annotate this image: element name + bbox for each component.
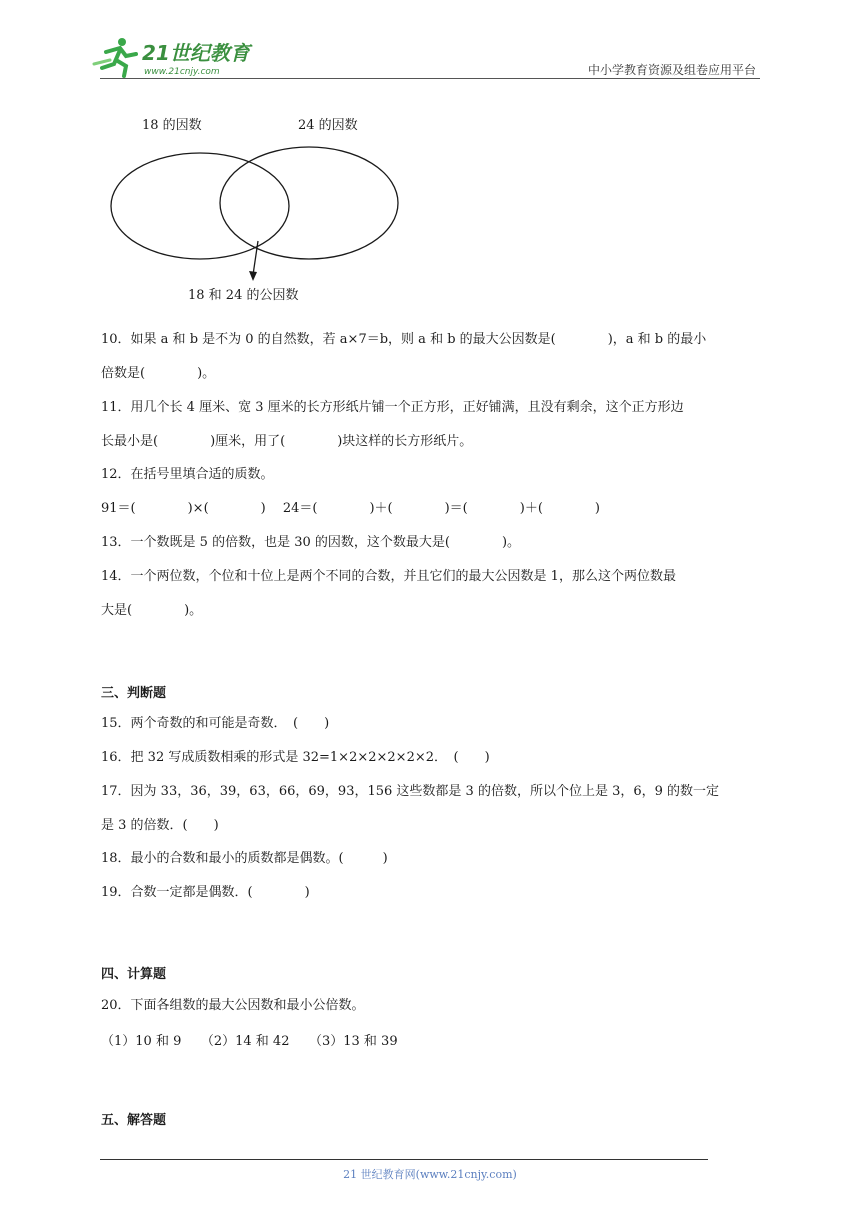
venn-left-label: 18 的因数 (142, 118, 202, 133)
section-title-calculation: 四、计算题 (101, 967, 167, 982)
question-11-line-1: 11．用几个长 4 厘米、宽 3 厘米的长方形纸片铺一个正方形，正好铺满，且没有剩余，这个正方形边 (101, 400, 684, 415)
question-20-groups: （1）10 和 9 （2）14 和 42 （3）13 和 39 (101, 1034, 398, 1049)
logo-21cnjy (92, 34, 262, 80)
question-19: 19．合数一定都是偶数．( ) (101, 885, 310, 900)
question-16: 16．把 32 写成质数相乘的形式是 32=1×2×2×2×2×2． ( ) (101, 750, 490, 765)
logo-text: 21世纪教育 (142, 41, 250, 65)
question-10-line-2: 倍数是( )。 (101, 366, 216, 381)
venn-right-ellipse (220, 147, 398, 259)
venn-left-ellipse (111, 153, 289, 259)
question-10-line-1: 10．如果 a 和 b 是不为 0 的自然数，若 a×7＝b，则 a 和 b 的最大公因数是( )，a 和 b 的最小 (101, 332, 707, 347)
question-17-line-1: 17．因为 33，36，39，63，66，69，93，156 这些数都是 3 的倍数，所以个位上是 3，6，9 的数一定 (101, 784, 720, 799)
question-18: 18．最小的合数和最小的质数都是偶数。( ) (101, 851, 388, 866)
question-12: 12．在括号里填合适的质数。 (101, 467, 274, 482)
venn-diagram (98, 105, 418, 310)
footer-divider (100, 1159, 708, 1160)
question-13: 13．一个数既是 5 的倍数，也是 30 的因数，这个数最大是( )。 (101, 535, 521, 550)
section-title-word-problems: 五、解答题 (101, 1113, 167, 1128)
header-divider (100, 78, 760, 79)
question-14-line-2: 大是( )。 (101, 603, 203, 618)
section-title-judgement: 三、判断题 (101, 686, 167, 701)
page-header (0, 0, 860, 80)
runner-icon (94, 38, 136, 76)
footer-text: 21 世纪教育网(www.21cnjy.com) (343, 1168, 517, 1181)
platform-name: 中小学教育资源及组卷应用平台 (587, 63, 756, 77)
question-14-line-1: 14．一个两位数，个位和十位上是两个不同的合数，并且它们的最大公因数是 1，那么这个两位数最 (101, 569, 676, 584)
question-17-line-2: 是 3 的倍数．( ) (101, 818, 219, 833)
logo-url: www.21cnjy.com (144, 67, 220, 77)
question-11-line-2: 长最小是( )厘米，用了( )块这样的长方形纸片。 (101, 434, 473, 449)
venn-bottom-label: 18 和 24 的公因数 (188, 288, 299, 303)
venn-right-label: 24 的因数 (298, 118, 358, 133)
question-12-answers: 91＝( )×( ) 24＝( )＋( )＝( )＋( ) (101, 501, 600, 516)
question-15: 15．两个奇数的和可能是奇数． ( ) (101, 716, 330, 731)
question-20: 20．下面各组数的最大公因数和最小公倍数。 (101, 998, 365, 1013)
